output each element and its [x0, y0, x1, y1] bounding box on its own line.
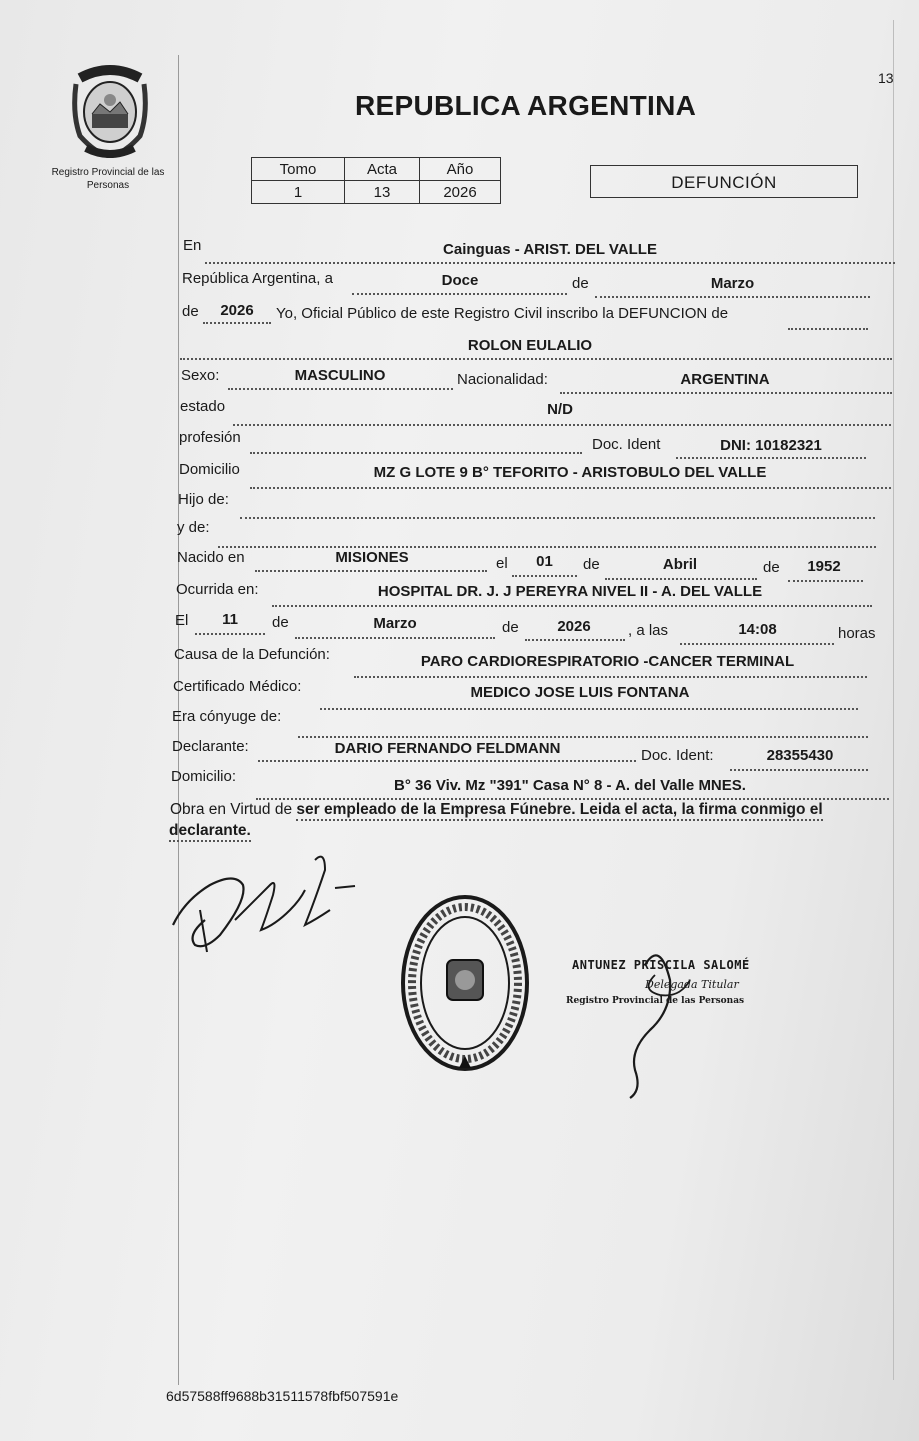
declarante-label: Declarante:: [172, 738, 249, 755]
stamp-line1: ANTUNEZ PRISCILA SALOMÉ: [572, 958, 750, 972]
registry-name: Registro Provincial de las Personas: [51, 167, 165, 191]
estado-label: estado: [180, 398, 226, 415]
decl-domicilio-value: B° 36 Viv. Mz "391" Casa N° 8 - A. del Valle MNES.: [394, 777, 746, 794]
obra-line2: declarante.: [169, 822, 251, 842]
nacionalidad-value: ARGENTINA: [680, 371, 770, 388]
hijo-label: Hijo de:: [178, 491, 229, 508]
decl-domicilio-label: Domicilio:: [171, 768, 237, 785]
yde-label: y de:: [177, 519, 210, 536]
sexo-label: Sexo:: [181, 367, 220, 384]
signature-icon: [165, 840, 365, 970]
tomo-header: Tomo: [252, 158, 345, 181]
causa-label: Causa de la Defunción:: [174, 646, 330, 663]
domicilio-value: MZ G LOTE 9 B° TEFORITO - ARISTOBULO DEL VALLE: [373, 464, 767, 481]
deceased-name: ROLON EULALIO: [467, 337, 593, 354]
record-table: [251, 157, 501, 204]
round-seal-icon: [395, 888, 545, 1088]
ocurrida-label: Ocurrida en:: [176, 581, 259, 598]
nacido-label: Nacido en: [177, 549, 245, 566]
official-stamp: [560, 920, 790, 1100]
estado-value: N/D: [547, 401, 573, 418]
acta-value: 13: [345, 181, 420, 204]
decl-doc-label: Doc. Ident:: [641, 747, 714, 764]
declarante-value: DARIO FERNANDO FELDMANN: [334, 740, 561, 757]
ocurrida-value: HOSPITAL DR. J. J PEREYRA NIVEL II - A. DEL VALLE: [377, 583, 763, 600]
death-day: 11: [222, 611, 238, 628]
profesion-label: profesión: [179, 429, 241, 446]
birth-day: 01: [536, 553, 553, 570]
month-text: Marzo: [710, 275, 755, 292]
obra-line1: ser empleado de la Empresa Fúnebre. Leida el acta, la firma conmigo el: [296, 801, 822, 821]
birth-month: Abril: [662, 556, 698, 573]
birth-el-label: el: [496, 555, 508, 572]
intro-text: Yo, Oficial Público de este Registro Civil inscribo la DEFUNCION de: [276, 305, 729, 322]
birth-year: 1952: [807, 558, 841, 575]
right-edge-line: [893, 20, 894, 1380]
causa-value: PARO CARDIORESPIRATORIO -CANCER TERMINAL: [420, 653, 795, 670]
death-de2-label: de: [502, 619, 519, 636]
republica-label: República Argentina, a: [182, 270, 333, 287]
decl-doc-value: 28355430: [766, 747, 834, 764]
horas-label: horas: [838, 625, 876, 642]
anio-value: 2026: [420, 181, 501, 204]
death-year: 2026: [557, 618, 591, 635]
doc-ident-label: Doc. Ident: [592, 436, 661, 453]
acta-header: Acta: [345, 158, 420, 181]
year-prefix-label: de: [182, 303, 199, 320]
nacionalidad-label: Nacionalidad:: [457, 371, 548, 388]
stamp-line2: Delegada Titular: [645, 978, 739, 991]
document-type: DEFUNCIÓN: [590, 165, 858, 198]
alas-label: , a las: [628, 622, 669, 639]
en-label: En: [183, 237, 202, 254]
document-hash: 6d57588ff9688b31511578fbf507591e: [166, 1388, 399, 1404]
year-value: 2026: [220, 302, 254, 319]
death-month: Marzo: [373, 615, 417, 632]
certificado-label: Certificado Médico:: [173, 678, 302, 695]
domicilio-label: Domicilio: [179, 461, 240, 478]
anio-header: Año: [420, 158, 501, 181]
day-text: Doce: [441, 272, 479, 289]
stamp-line3: Registro Provincial de las Personas: [566, 996, 745, 1006]
tomo-value: 1: [252, 181, 345, 204]
birth-de1-label: de: [583, 556, 600, 573]
death-de1-label: de: [272, 614, 289, 631]
en-value: Cainguas - ARIST. DEL VALLE: [443, 241, 657, 258]
birth-de2-label: de: [763, 559, 780, 576]
nacido-value: MISIONES: [335, 549, 409, 566]
page-number: 13: [878, 70, 894, 86]
death-time: 14:08: [738, 621, 777, 638]
doc-ident-value: DNI: 10182321: [720, 437, 822, 454]
sexo-value: MASCULINO: [294, 367, 386, 384]
obra-label: Obra en Virtud de: [170, 801, 293, 818]
certificado-value: MEDICO JOSE LUIS FONTANA: [470, 684, 690, 701]
conyuge-label: Era cónyuge de:: [172, 708, 282, 725]
page-title: REPUBLICA ARGENTINA: [355, 90, 697, 121]
de-label: de: [572, 275, 589, 292]
death-el-label: El: [175, 612, 189, 629]
coat-of-arms-icon: [66, 64, 154, 158]
